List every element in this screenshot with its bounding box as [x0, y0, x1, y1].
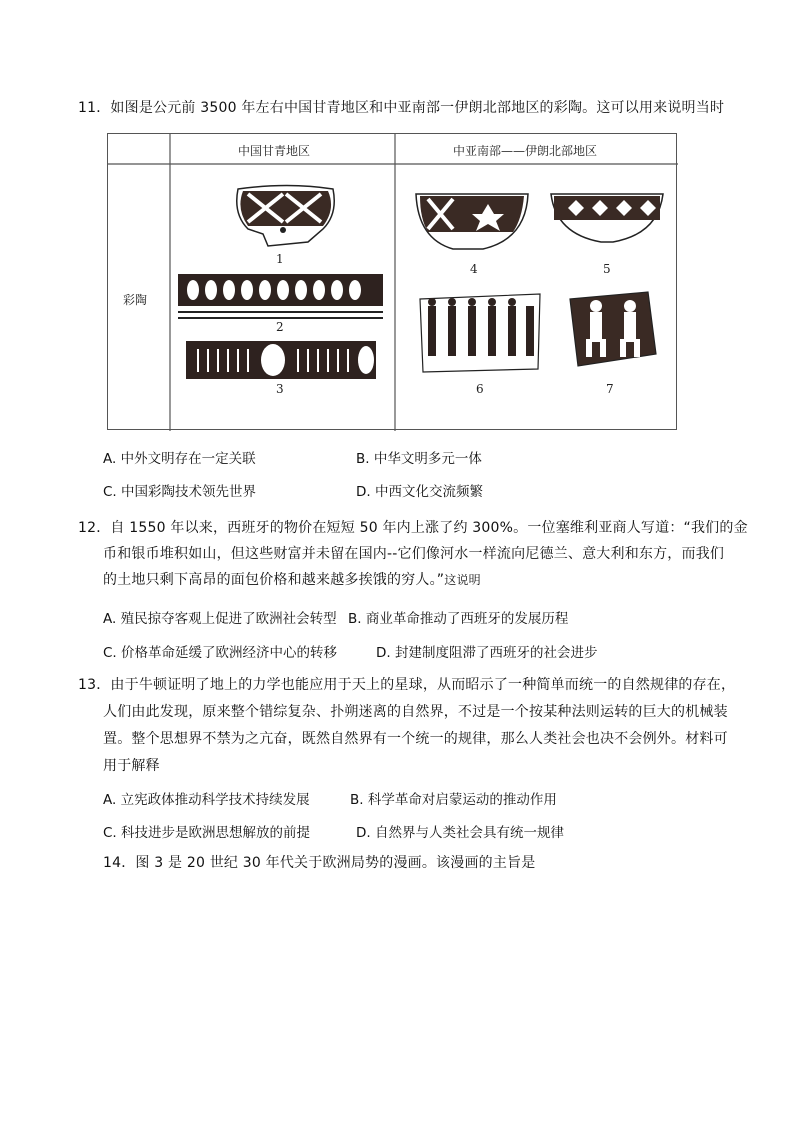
figure-header-right: 中亚南部——伊朗北部地区 [453, 144, 598, 158]
pottery-number-2: 2 [276, 320, 284, 334]
pottery-number-6: 6 [476, 382, 484, 396]
q11-stem: 11．如图是公元前 3500 年左右中国甘青地区和中亚南部一伊朗北部地区的彩陶。这可以用来说明当时 [78, 100, 725, 116]
pottery-2-image [178, 274, 383, 318]
pottery-illustration [108, 134, 678, 431]
pottery-5-image [551, 194, 663, 242]
q13-option-d[interactable]: D. 自然界与人类社会具有统一规律 [356, 825, 564, 841]
q13-option-b[interactable]: B. 科学革命对启蒙运动的推动作用 [350, 792, 557, 808]
pottery-6-image [420, 294, 540, 372]
q12-stem-tail: 这说明 [444, 573, 481, 587]
pottery-1-image [237, 186, 335, 247]
q13-stem-line-4: 用于解释 [103, 758, 160, 774]
q12-option-d[interactable]: D. 封建制度阻滞了西班牙的社会进步 [376, 645, 598, 661]
pottery-number-4: 4 [470, 262, 478, 276]
pottery-number-7: 7 [606, 382, 614, 396]
q13-stem-line-3: 置。整个思想界不禁为之亢奋，既然自然界有一个统一的规律，那么人类社会也决不会例外。材料可 [103, 731, 728, 747]
pottery-4-image [416, 194, 528, 249]
figure-header-left: 中国甘青地区 [238, 144, 311, 158]
q12-stem-line-2: 币和银币堆积如山，但这些财富并未留在国内--它们像河水一样流向尼德兰、意大利和东方，而我们 [103, 546, 725, 562]
q14-stem: 14．图 3 是 20 世纪 30 年代关于欧洲局势的漫画。该漫画的主旨是 [103, 855, 536, 871]
pottery-number-1: 1 [276, 252, 284, 266]
q12-option-c[interactable]: C. 价格革命延缓了欧洲经济中心的转移 [103, 645, 338, 661]
pottery-figure [107, 133, 677, 430]
q12-option-b[interactable]: B. 商业革命推动了西班牙的发展历程 [348, 611, 569, 627]
pottery-3-image [186, 341, 376, 379]
q11-option-a[interactable]: A. 中外文明存在一定关联 [103, 451, 256, 467]
q13-option-a[interactable]: A. 立宪政体推动科学技术持续发展 [103, 792, 310, 808]
q12-stem-line-3 [103, 570, 481, 590]
pottery-number-5: 5 [603, 262, 611, 276]
q13-option-c[interactable]: C. 科技进步是欧洲思想解放的前提 [103, 825, 311, 841]
q12-stem-line-1: 12．自 1550 年以来，西班牙的物价在短短 50 年内上涨了约 300%。一位塞维利亚商人写道：“我们的金 [78, 520, 748, 536]
q11-option-c[interactable]: C. 中国彩陶技术领先世界 [103, 484, 257, 500]
q12-stem-line-3-text: 的土地只剩下高昂的面包价格和越来越多挨饿的穷人。” [103, 572, 445, 588]
q12-option-a[interactable]: A. 殖民掠夺客观上促进了欧洲社会转型 [103, 611, 337, 627]
q13-stem-line-1: 13．由于牛顿证明了地上的力学也能应用于天上的星球，从而昭示了一种简单而统一的自然规律的存在， [78, 677, 736, 693]
q11-option-d[interactable]: D. 中西文化交流频繁 [356, 484, 483, 500]
pottery-7-image [570, 292, 656, 366]
q11-option-b[interactable]: B. 中华文明多元一体 [356, 451, 482, 467]
pottery-number-3: 3 [276, 382, 284, 396]
figure-row-label: 彩陶 [123, 293, 148, 307]
q13-stem-line-2: 人们由此发现，原来整个错综复杂、扑朔迷离的自然界，不过是一个按某种法则运转的巨大的机械装 [103, 704, 728, 720]
